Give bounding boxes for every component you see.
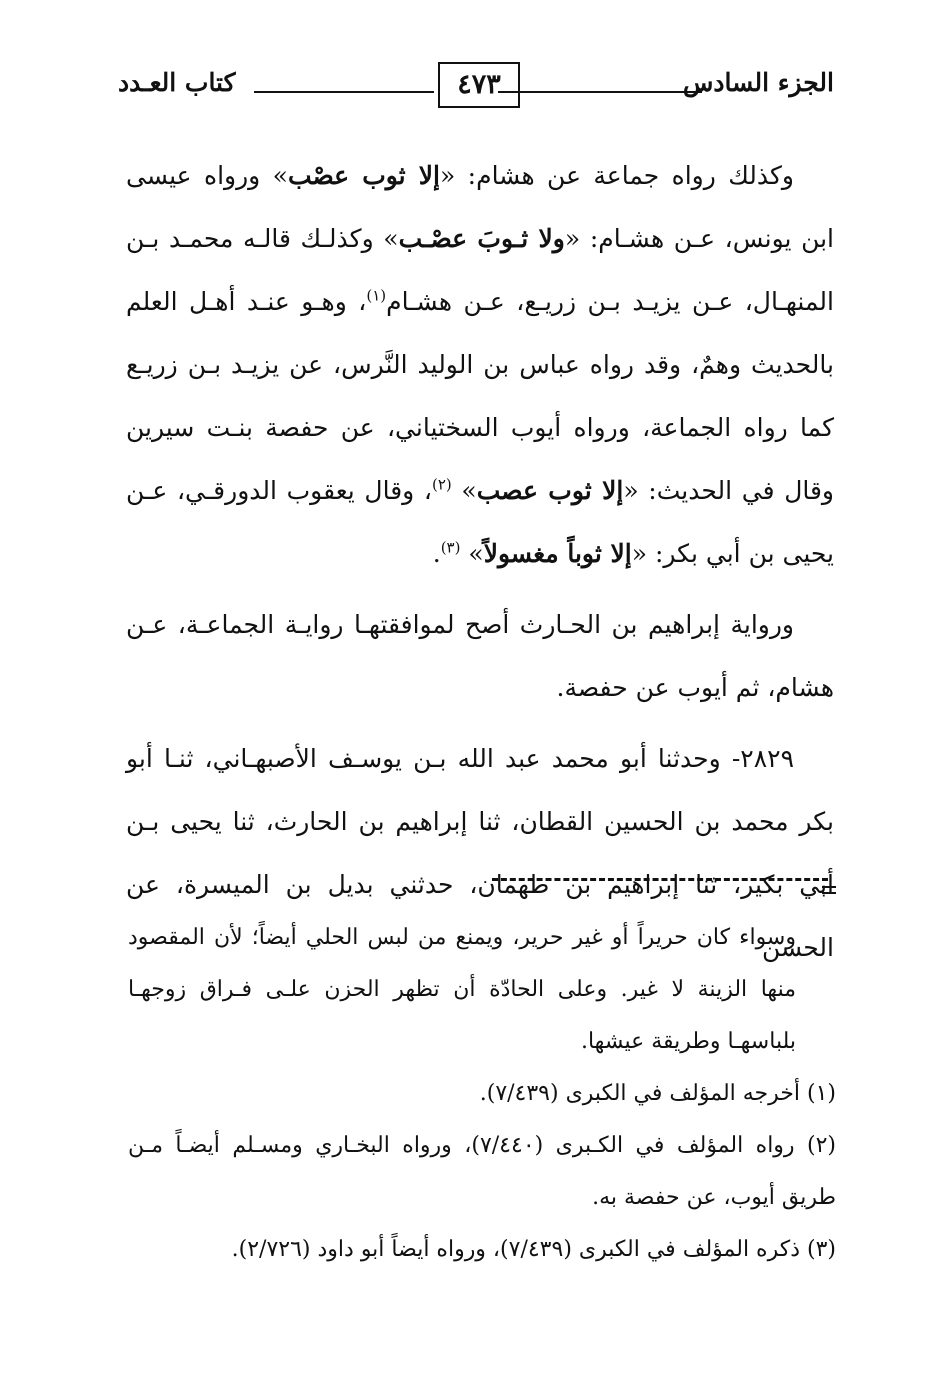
quoted-phrase: إلا ثوب عصب (476, 476, 624, 505)
paragraph-3: ٢٨٢٩- وحدثنا أبو محمد عبد الله بـن يوسـف الأصبهـاني، ثنـا أبو بكر محمد بن الحسين القطان، ثنا إبراهيم بن الحارث، ثنا يحيى بـن أبي بكير، ثنا إبراهيم بن طهمان، حدثني بديل بن الميسرة، عن الحسن (126, 744, 834, 962)
paragraph-2: ورواية إبراهيم بن الحـارث أصح لموافقتهـا روايـة الجماعـة، عـن هشام، ثم أيوب عن حفصة. (126, 610, 834, 702)
header-rule-left (254, 91, 434, 93)
footnote-separator (492, 872, 836, 896)
footnote-continuation: وسواء كان حريراً أو غير حرير، ويمنع من لبس الحلي أيضاً؛ لأن المقصود منها الزينة لا غير. وعلى الحادّة أن تظهر الحزن علـى فـراق زوجهـا بلباسهـا وطريقة عيشها. (128, 925, 796, 1054)
quoted-phrase: إلا ثوب عصْب (287, 161, 440, 190)
separator-dashes (492, 878, 828, 881)
footnote-ref: (٢) (431, 475, 452, 494)
quoted-phrase: إلا ثوباً مغسولاً (483, 539, 632, 568)
chapter-title: كتاب العـدد (118, 68, 236, 97)
text-run: » (451, 476, 477, 505)
separator-mark (822, 886, 836, 888)
volume-title: الجزء السادس (682, 68, 834, 97)
paragraph-1 (126, 144, 834, 585)
footnote-3: (٣) ذكره المؤلف في الكبرى (٧/٤٣٩)، ورواه أيضاً أبو داود (٢/٧٢٦). (231, 1237, 836, 1262)
text-run: ، وقال يعقوب الدورقـي، عـن يحيى بن أبي بكر: « (126, 476, 834, 568)
text-run: وكذلك رواه جماعة عن هشام: « (439, 161, 794, 190)
separator-mark (822, 892, 836, 894)
text-run: . (432, 539, 441, 568)
page-number: ٤٧٣ (438, 62, 520, 108)
footnote-ref: (٣) (440, 538, 461, 557)
text-run: ، وهـو عنـد أهـل العلم بالحديث وهمٌ، وقد رواه عباس بن الوليد النَّرس، عن يزيـد بـن زريـع كما رواه الجماعة، ورواه أيوب السختياني، عن حفصة بنـت سيرين وقال في الحديث: « (126, 287, 834, 505)
text-run: » ورواه عيسى ابن يونس، عـن هشـام: « (126, 161, 834, 253)
quoted-phrase: ولا ثـوبَ عصْـب (398, 224, 565, 253)
text-run: » وكذلـك قالـه محمـد بـن المنهـال، عـن يزيـد بـن زريـع، عـن هشـام (126, 224, 834, 316)
footnote-ref: (١) (366, 286, 387, 305)
footnote-1: (١) أخرجه المؤلف في الكبرى (٧/٤٣٩). (479, 1081, 836, 1106)
footnotes (128, 912, 836, 1276)
text-run: » (460, 539, 484, 568)
running-header (118, 62, 834, 118)
footnote-2: (٢) رواه المؤلف في الكـبرى (٧/٤٤٠)، ورواه البخـاري ومسـلم أيضـاً مـن طريق أيوب، عن حفصة به. (128, 1133, 837, 1210)
main-text (126, 144, 834, 979)
header-rule-right (498, 91, 702, 93)
